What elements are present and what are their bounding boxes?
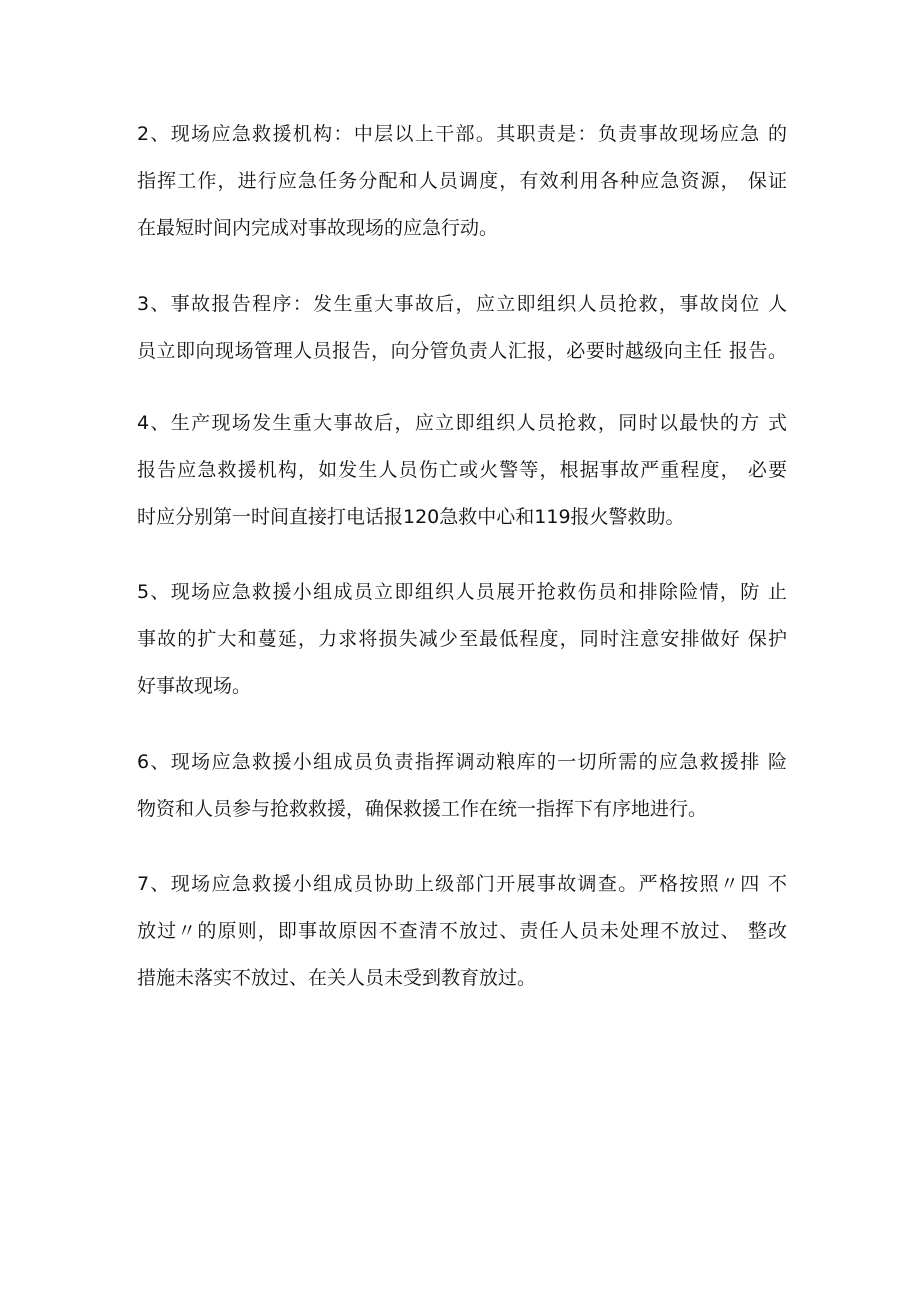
paragraph-line: 放过〃的原则，即事故原因不查清不放过、责任人员未处理不放过、 整改	[137, 920, 787, 942]
paragraph-5	[137, 569, 787, 710]
paragraph-line: 5、现场应急救援小组成员立即组织人员展开抢救伤员和排除险情，防 止	[137, 581, 787, 603]
paragraph-line: 好事故现场。	[137, 675, 252, 697]
paragraph-line: 2、现场应急救援机构：中层以上干部。其职责是：负责事故现场应急 的	[137, 123, 787, 145]
paragraph-2	[137, 111, 787, 252]
paragraph-line: 措施未落实不放过、在关人员未受到教育放过。	[137, 967, 537, 989]
paragraph-line: 事故的扩大和蔓延，力求将损失减少至最低程度，同时注意安排做好 保护	[137, 628, 787, 650]
paragraph-line: 员立即向现场管理人员报告，向分管负责人汇报，必要时越级向主任 报告。	[137, 340, 787, 362]
paragraph-line: 报告应急救援机构，如发生人员伤亡或火警等，根据事故严重程度， 必要	[137, 459, 787, 481]
paragraph-line: 时应分别第一时间直接打电话报120急救中心和119报火警救助。	[137, 506, 685, 528]
paragraph-line: 指挥工作，进行应急任务分配和人员调度，有效利用各种应急资源， 保证	[137, 170, 787, 192]
paragraph-line: 3、事故报告程序：发生重大事故后，应立即组织人员抢救，事故岗位 人	[137, 293, 787, 315]
paragraph-line: 7、现场应急救援小组成员协助上级部门开展事故调查。严格按照〃四 不	[137, 873, 787, 895]
paragraph-6	[137, 739, 787, 833]
paragraph-line: 物资和人员参与抢救救援，确保救援工作在统一指挥下有序地进行。	[137, 798, 708, 820]
paragraph-line: 6、现场应急救援小组成员负责指挥调动粮库的一切所需的应急救援排 险	[137, 751, 787, 773]
paragraph-7	[137, 861, 787, 1002]
paragraph-line: 在最短时间内完成对事故现场的应急行动。	[137, 217, 499, 239]
paragraph-3	[137, 281, 787, 375]
paragraph-line: 4、生产现场发生重大事故后，应立即组织人员抢救，同时以最快的方 式	[137, 412, 787, 434]
paragraph-4	[137, 400, 787, 541]
